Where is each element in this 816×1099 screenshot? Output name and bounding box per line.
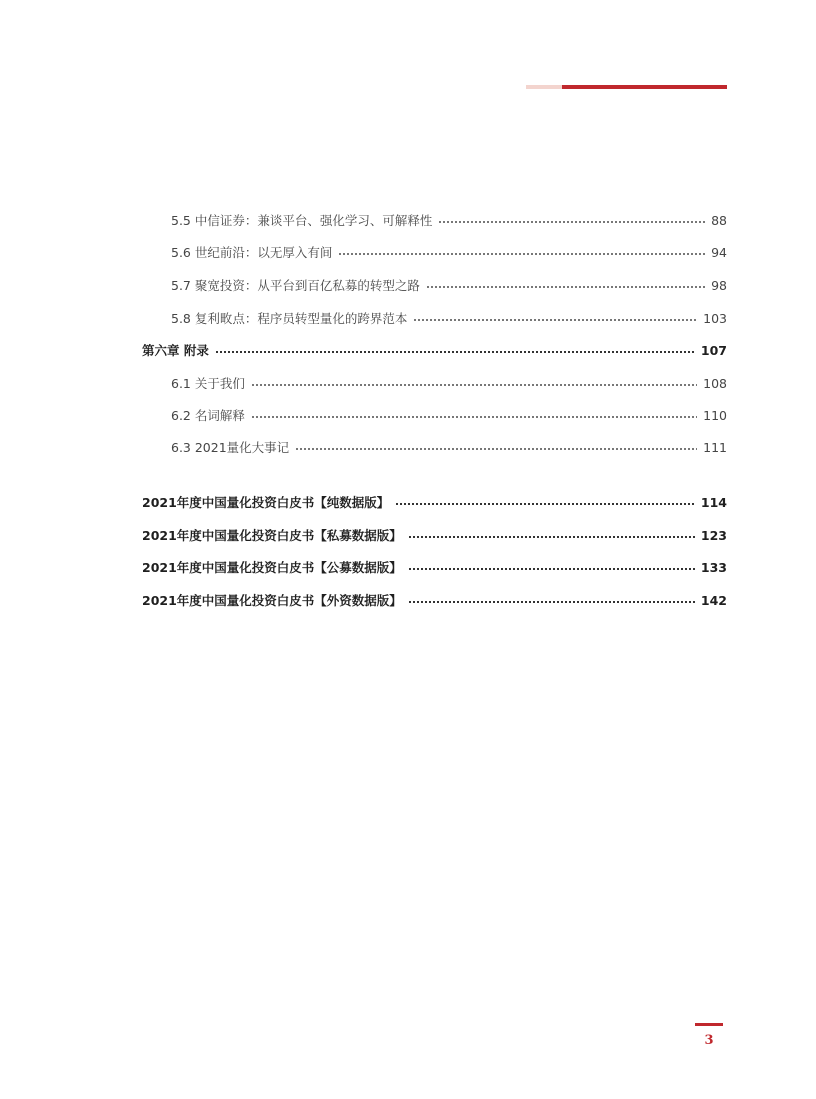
toc-entry-page: 98 (711, 277, 727, 293)
page-number: 3 (704, 1033, 714, 1048)
dot-leader (408, 568, 695, 570)
toc-entry-label: 5.5 中信证券：兼谈平台、强化学习、可解释性 (171, 213, 433, 228)
toc-entry-6-3[interactable] (171, 438, 727, 456)
toc-entry-label: 5.7 聚宽投资：从平台到百亿私募的转型之路 (171, 278, 420, 293)
toc-whitepaper-pure-data[interactable] (142, 493, 727, 511)
dot-leader (426, 286, 705, 288)
dot-leader (251, 384, 697, 386)
toc-entry-label: 5.8 复利畋点：程序员转型量化的跨界范本 (171, 311, 408, 326)
toc-entry-6-2[interactable] (171, 406, 727, 424)
toc-whitepaper-foreign-capital[interactable] (142, 591, 727, 609)
dot-leader (251, 416, 697, 418)
toc-chapter-6[interactable] (142, 341, 727, 359)
toc-entry-6-1[interactable] (171, 374, 727, 392)
toc-entry-label: 6.3 2021量化大事记 (171, 440, 290, 455)
toc-entry-page: 103 (703, 310, 727, 326)
footer-rule (695, 1023, 723, 1026)
toc-entry-page: 94 (711, 244, 727, 260)
toc-entry-label: 2021年度中国量化投资白皮书【外资数据版】 (142, 593, 402, 608)
toc-entry-page: 88 (711, 212, 727, 228)
dot-leader (338, 253, 705, 255)
toc-entry-page: 142 (700, 592, 727, 608)
toc-entry-label: 第六章 附录 (142, 343, 209, 358)
toc-whitepaper-public-fund[interactable] (142, 558, 727, 576)
toc-entry-page: 107 (700, 342, 727, 358)
toc-entry-page: 108 (703, 375, 727, 391)
toc-entry-5-8[interactable] (171, 309, 727, 327)
toc-entry-label: 2021年度中国量化投资白皮书【纯数据版】 (142, 495, 390, 510)
toc-entry-page: 123 (700, 527, 727, 543)
toc-entry-5-7[interactable] (171, 276, 727, 294)
toc-entry-label: 5.6 世纪前沿：以无厚入有间 (171, 245, 333, 260)
toc-entry-label: 6.1 关于我们 (171, 376, 245, 391)
toc-entry-page: 110 (703, 407, 727, 423)
toc-entry-page: 133 (700, 559, 727, 575)
toc-entry-label: 2021年度中国量化投资白皮书【公募数据版】 (142, 560, 402, 575)
toc-entry-page: 111 (703, 439, 727, 455)
dot-leader (295, 448, 697, 450)
toc-entry-5-5[interactable] (171, 211, 727, 229)
toc-entry-label: 2021年度中国量化投资白皮书【私募数据版】 (142, 528, 402, 543)
dot-leader (215, 351, 695, 353)
toc-entry-page: 114 (700, 494, 727, 510)
dot-leader (413, 319, 697, 321)
toc-entry-5-6[interactable] (171, 243, 727, 261)
toc-whitepaper-private-fund[interactable] (142, 526, 727, 544)
toc-entry-label: 6.2 名词解释 (171, 408, 245, 423)
dot-leader (408, 536, 695, 538)
dot-leader (408, 601, 695, 603)
dot-leader (395, 503, 695, 505)
dot-leader (438, 221, 705, 223)
